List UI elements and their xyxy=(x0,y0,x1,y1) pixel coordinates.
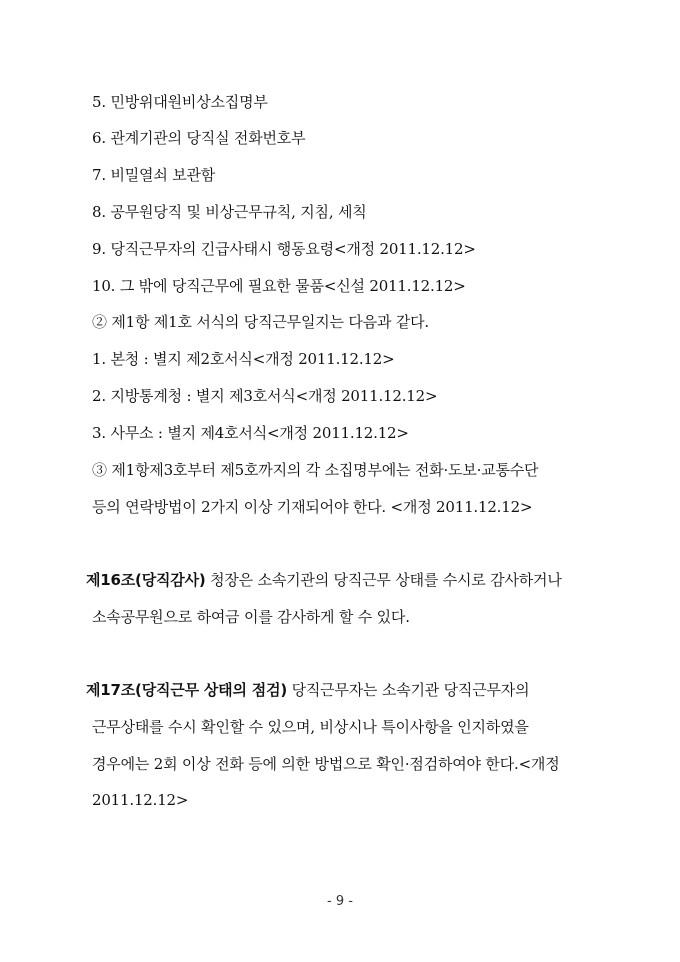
article-16-line xyxy=(86,570,562,590)
list-item: 1. 본청 : 별지 제2호서식<개정 2011.12.12> xyxy=(92,350,395,368)
list-item: 5. 민방위대원비상소집명부 xyxy=(92,93,268,111)
article-17-line: 경우에는 2회 이상 전화 등에 의한 방법으로 확인·점검하여야 한다.<개정 xyxy=(92,755,560,773)
list-item: 3. 사무소 : 별지 제4호서식<개정 2011.12.12> xyxy=(92,424,409,442)
list-item: 9. 당직근무자의 긴급사태시 행동요령<개정 2011.12.12> xyxy=(92,240,476,258)
list-item: 8. 공무원당직 및 비상근무규칙, 지침, 세칙 xyxy=(92,203,367,221)
list-item: 10. 그 밖에 당직근무에 필요한 물품<신설 2011.12.12> xyxy=(92,277,466,295)
article-17-line xyxy=(86,680,529,700)
list-item: 7. 비밀열쇠 보관함 xyxy=(92,166,216,184)
article-17-line: 근무상태를 수시 확인할 수 있으며, 비상시나 특이사항을 인지하였을 xyxy=(92,718,529,736)
list-item: 2. 지방통계청 : 별지 제3호서식<개정 2011.12.12> xyxy=(92,387,438,405)
article-16-text: 청장은 소속기관의 당직근무 상태를 수시로 감사하거나 xyxy=(205,571,562,589)
paragraph-3-line: ③ 제1항제3호부터 제5호까지의 각 소집명부에는 전화·도보·교통수단 xyxy=(92,461,539,479)
article-16-heading: 제16조(당직감사) xyxy=(86,571,206,589)
article-17-line: 2011.12.12> xyxy=(92,791,189,809)
article-17-text: 당직근무자는 소속기관 당직근무자의 xyxy=(287,681,530,699)
article-17-heading: 제17조(당직근무 상태의 점검) xyxy=(86,681,288,699)
paragraph-2-intro: ② 제1항 제1호 서식의 당직근무일지는 다음과 같다. xyxy=(92,313,429,331)
paragraph-3-line: 등의 연락방법이 2가지 이상 기재되어야 한다. <개정 2011.12.12> xyxy=(92,498,533,516)
article-16-line: 소속공무원으로 하여금 이를 감사하게 할 수 있다. xyxy=(92,608,410,626)
list-item: 6. 관계기관의 당직실 전화번호부 xyxy=(92,129,306,147)
page-number: - 9 - xyxy=(327,894,353,909)
